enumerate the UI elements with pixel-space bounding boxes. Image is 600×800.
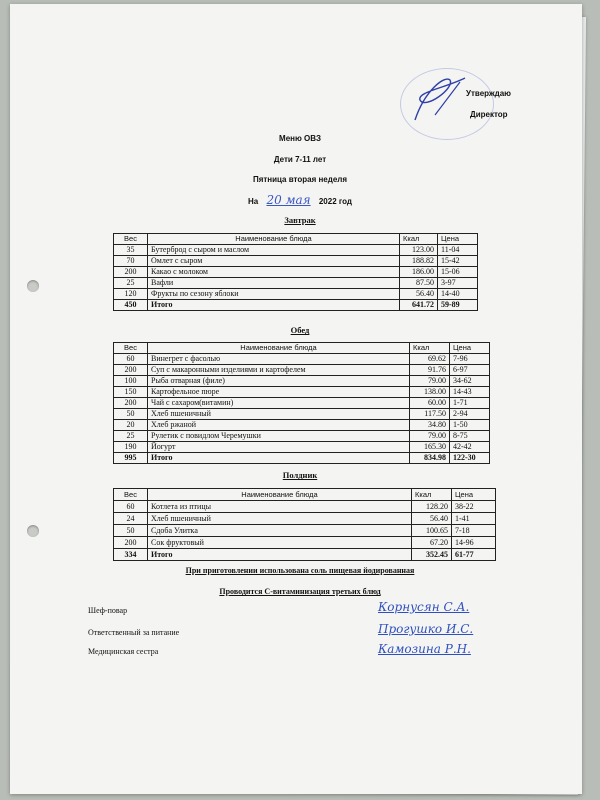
menu-title: Меню ОВЗ	[279, 134, 321, 143]
weight-cell: 190	[114, 442, 148, 453]
kcal-cell: 100.65	[412, 525, 452, 537]
price-cell: 3-97	[438, 278, 478, 289]
column-header: Наименование блюда	[148, 234, 400, 245]
weight-cell: 50	[114, 409, 148, 420]
date-prefix: На	[248, 197, 259, 206]
dish-cell: Котлета из птицы	[148, 501, 412, 513]
weight-cell: 60	[114, 501, 148, 513]
table-row	[114, 267, 478, 278]
nutrition-responsible-label: Ответственный за питание	[88, 628, 180, 637]
price-cell: 14-40	[438, 289, 478, 300]
table-row	[114, 354, 490, 365]
kcal-cell: 60.00	[410, 398, 450, 409]
kcal-cell: 128.20	[412, 501, 452, 513]
kcal-cell: 834.98	[410, 453, 450, 464]
weight-cell: 100	[114, 376, 148, 387]
price-cell: 11-04	[438, 245, 478, 256]
dish-cell: Хлеб пшеничный	[148, 409, 410, 420]
table-header-row	[114, 489, 496, 501]
weight-cell: 450	[114, 300, 148, 311]
kcal-cell: 123.00	[400, 245, 438, 256]
dish-cell: Вафли	[148, 278, 400, 289]
weight-cell: 200	[114, 365, 148, 376]
table-row	[114, 537, 496, 549]
dish-cell: Итого	[148, 453, 410, 464]
dish-cell: Рулетик с повидлом Черемушки	[148, 431, 410, 442]
weight-cell: 50	[114, 525, 148, 537]
price-cell: 1-41	[452, 513, 496, 525]
date-line	[0, 193, 600, 207]
weight-cell: 20	[114, 420, 148, 431]
table-row	[114, 398, 490, 409]
dish-cell: Хлеб ржаной	[148, 420, 410, 431]
column-header: Ккал	[412, 489, 452, 501]
column-header: Вес	[114, 234, 148, 245]
weight-cell: 200	[114, 267, 148, 278]
table-row	[114, 278, 478, 289]
kcal-cell: 188.82	[400, 256, 438, 267]
kcal-cell: 79.00	[410, 431, 450, 442]
weight-cell: 35	[114, 245, 148, 256]
age-group: Дети 7-11 лет	[273, 155, 327, 164]
punch-hole	[27, 525, 39, 537]
dish-cell: Какао с молоком	[148, 267, 400, 278]
table-row	[114, 245, 478, 256]
price-cell: 6-97	[450, 365, 490, 376]
kcal-cell: 138.00	[410, 387, 450, 398]
price-cell: 15-42	[438, 256, 478, 267]
weight-cell: 200	[114, 398, 148, 409]
chef-signature: Корнусян С.А.	[378, 600, 470, 614]
weight-cell: 25	[114, 431, 148, 442]
dish-cell: Картофельное пюре	[148, 387, 410, 398]
dish-cell: Сок фруктовый	[148, 537, 412, 549]
price-cell: 34-62	[450, 376, 490, 387]
price-cell: 14-96	[452, 537, 496, 549]
weight-cell: 25	[114, 278, 148, 289]
nurse-signature: Камозина Р.Н.	[378, 642, 471, 656]
price-cell: 1-71	[450, 398, 490, 409]
column-header: Наименование блюда	[148, 489, 412, 501]
dish-cell: Итого	[148, 300, 400, 311]
breakfast-title: Завтрак	[284, 215, 316, 225]
price-cell: 38-22	[452, 501, 496, 513]
vitamin-note: Проводится С-витаминизация третьих блюд	[219, 587, 381, 596]
price-cell: 122-30	[450, 453, 490, 464]
table-row	[114, 442, 490, 453]
column-header: Цена	[452, 489, 496, 501]
weight-cell: 120	[114, 289, 148, 300]
kcal-cell: 69.62	[410, 354, 450, 365]
price-cell: 14-43	[450, 387, 490, 398]
table-row	[114, 256, 478, 267]
column-header: Цена	[450, 343, 490, 354]
dish-cell: Винегрет с фасолью	[148, 354, 410, 365]
price-cell: 42-42	[450, 442, 490, 453]
table-header-row	[114, 343, 490, 354]
column-header: Наименование блюда	[148, 343, 410, 354]
table-row	[114, 409, 490, 420]
weight-cell: 200	[114, 537, 148, 549]
column-header: Вес	[114, 489, 148, 501]
dish-cell: Рыба отварная (филе)	[148, 376, 410, 387]
date-year: 2022 год	[318, 197, 352, 206]
dish-cell: Йогурт	[148, 442, 410, 453]
snack-table	[113, 488, 496, 561]
kcal-cell: 56.40	[412, 513, 452, 525]
kcal-cell: 186.00	[400, 267, 438, 278]
approve-label: Утверждаю	[466, 89, 511, 98]
kcal-cell: 67.20	[412, 537, 452, 549]
table-row	[114, 376, 490, 387]
dish-cell: Омлет с сыром	[148, 256, 400, 267]
nurse-label: Медицинская сестра	[88, 647, 159, 656]
weight-cell: 995	[114, 453, 148, 464]
day-label: Пятница вторая неделя	[252, 175, 348, 184]
salt-note: При приготовлении использована соль пищевая йодированная	[185, 566, 415, 575]
price-cell: 61-77	[452, 549, 496, 561]
table-row	[114, 365, 490, 376]
kcal-cell: 641.72	[400, 300, 438, 311]
table-row	[114, 525, 496, 537]
kcal-cell: 34.80	[410, 420, 450, 431]
kcal-cell: 352.45	[412, 549, 452, 561]
director-label: Директор	[470, 110, 508, 119]
kcal-cell: 56.40	[400, 289, 438, 300]
price-cell: 8-75	[450, 431, 490, 442]
nutrition-responsible-signature: Прогушко И.С.	[378, 622, 474, 636]
price-cell: 7-96	[450, 354, 490, 365]
table-row	[114, 387, 490, 398]
column-header: Цена	[438, 234, 478, 245]
price-cell: 2-94	[450, 409, 490, 420]
table-row	[114, 420, 490, 431]
table-header-row	[114, 234, 478, 245]
price-cell: 59-89	[438, 300, 478, 311]
column-header: Вес	[114, 343, 148, 354]
table-row	[114, 289, 478, 300]
punch-hole	[27, 280, 39, 292]
total-row	[114, 549, 496, 561]
price-cell: 15-06	[438, 267, 478, 278]
kcal-cell: 91.76	[410, 365, 450, 376]
dish-cell: Сдоба Улитка	[148, 525, 412, 537]
weight-cell: 70	[114, 256, 148, 267]
dish-cell: Фрукты по сезону яблоки	[148, 289, 400, 300]
dish-cell: Суп с макаронными изделиями и картофелем	[148, 365, 410, 376]
table-row	[114, 513, 496, 525]
director-signature	[405, 70, 475, 130]
lunch-table	[113, 342, 490, 464]
chef-label: Шеф-повар	[88, 606, 128, 615]
table-row	[114, 431, 490, 442]
weight-cell: 60	[114, 354, 148, 365]
dish-cell: Бутерброд с сыром и маслом	[148, 245, 400, 256]
snack-title: Полдник	[282, 470, 318, 480]
weight-cell: 150	[114, 387, 148, 398]
weight-cell: 334	[114, 549, 148, 561]
price-cell: 1-50	[450, 420, 490, 431]
column-header: Ккал	[410, 343, 450, 354]
kcal-cell: 79.00	[410, 376, 450, 387]
dish-cell: Хлеб пшеничный	[148, 513, 412, 525]
kcal-cell: 117.50	[410, 409, 450, 420]
price-cell: 7-18	[452, 525, 496, 537]
breakfast-table	[113, 233, 478, 311]
kcal-cell: 165.30	[410, 442, 450, 453]
kcal-cell: 87.50	[400, 278, 438, 289]
date-handwritten: 20 мая	[266, 193, 311, 207]
dish-cell: Чай с сахаром(витамин)	[148, 398, 410, 409]
dish-cell: Итого	[148, 549, 412, 561]
table-row	[114, 501, 496, 513]
column-header: Ккал	[400, 234, 438, 245]
total-row	[114, 453, 490, 464]
total-row	[114, 300, 478, 311]
lunch-title: Обед	[290, 325, 310, 335]
weight-cell: 24	[114, 513, 148, 525]
